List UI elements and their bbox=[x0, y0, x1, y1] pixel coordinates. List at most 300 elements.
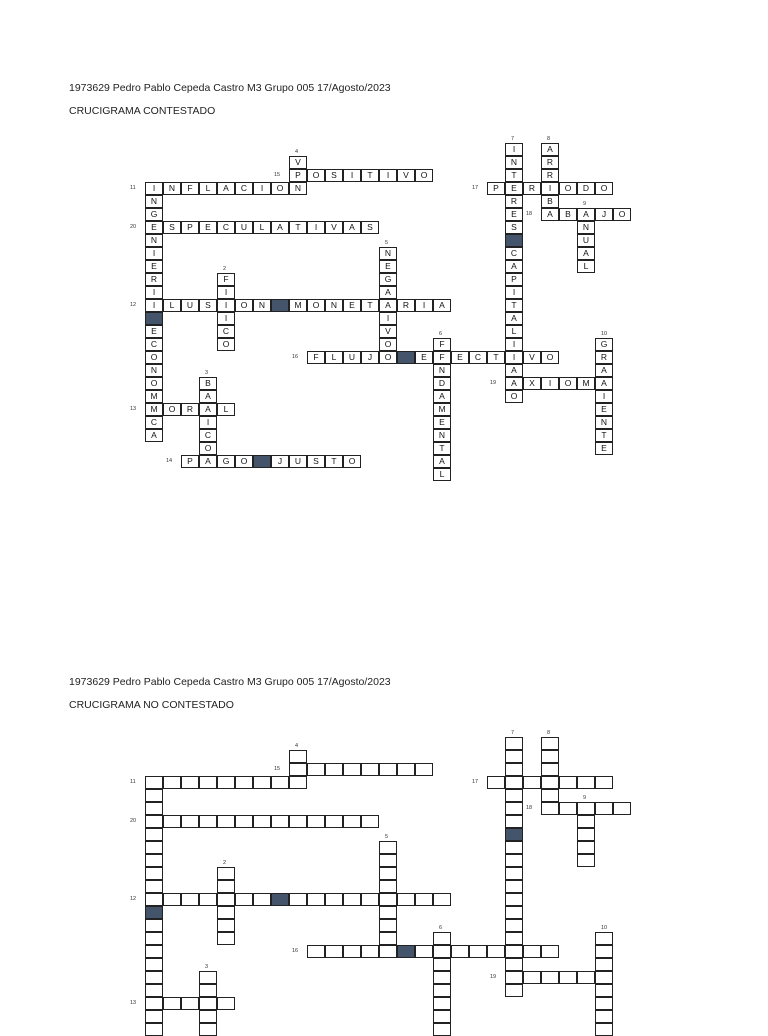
clue-number: 20 bbox=[130, 224, 137, 230]
crossword-cell: E bbox=[145, 221, 163, 234]
crossword-cell: A bbox=[379, 299, 397, 312]
crossword-cell: I bbox=[595, 390, 613, 403]
crossword-cell bbox=[217, 932, 235, 945]
crossword-cell: L bbox=[433, 468, 451, 481]
crossword-cell bbox=[145, 841, 163, 854]
crossword-cell: G bbox=[145, 208, 163, 221]
crossword-cell bbox=[145, 880, 163, 893]
crossword-cell bbox=[577, 815, 595, 828]
crossword-cell bbox=[343, 945, 361, 958]
crossword-cell: F bbox=[307, 351, 325, 364]
crossword-cell: N bbox=[163, 182, 181, 195]
crossword-cell: I bbox=[505, 286, 523, 299]
crossword-cell: I bbox=[145, 299, 163, 312]
crossword-cell bbox=[379, 880, 397, 893]
crossword-cell: U bbox=[289, 455, 307, 468]
crossword-cell: A bbox=[145, 429, 163, 442]
crossword-cell bbox=[217, 997, 235, 1010]
crossword-cell: T bbox=[505, 299, 523, 312]
crossword-cell: L bbox=[577, 260, 595, 273]
crossword-cell bbox=[217, 906, 235, 919]
crossword-cell bbox=[397, 893, 415, 906]
crossword-cell: O bbox=[199, 442, 217, 455]
crossword-cell bbox=[145, 1023, 163, 1036]
crossword-cell bbox=[235, 815, 253, 828]
clue-number: 9 bbox=[583, 201, 587, 207]
crossword-cell: E bbox=[505, 208, 523, 221]
crossword-cell bbox=[199, 893, 217, 906]
crossword-cell: M bbox=[145, 403, 163, 416]
crossword-cell: L bbox=[163, 299, 181, 312]
crossword-cell bbox=[505, 958, 523, 971]
crossword-cell: S bbox=[361, 221, 379, 234]
crossword-cell: O bbox=[217, 338, 235, 351]
crossword-cell: A bbox=[199, 390, 217, 403]
crossword-cell bbox=[505, 971, 523, 984]
crossword-cell: F bbox=[181, 182, 199, 195]
crossword-cell bbox=[307, 815, 325, 828]
crossword-cell bbox=[379, 893, 397, 906]
crossword-cell bbox=[577, 828, 595, 841]
crossword-cell: U bbox=[181, 299, 199, 312]
crossword-cell bbox=[505, 945, 523, 958]
crossword-cell: E bbox=[433, 416, 451, 429]
crossword-cell: L bbox=[325, 351, 343, 364]
crossword-cell: S bbox=[505, 221, 523, 234]
crossword-cell bbox=[145, 802, 163, 815]
crossword-cell bbox=[307, 893, 325, 906]
crossword-cell bbox=[595, 1023, 613, 1036]
crossword-cell: T bbox=[289, 221, 307, 234]
crossword-cell bbox=[433, 971, 451, 984]
section-2-subtitle: CRUCIGRAMA NO CONTESTADO bbox=[69, 699, 234, 711]
crossword-cell bbox=[595, 945, 613, 958]
crossword-cell bbox=[289, 815, 307, 828]
crossword-cell bbox=[217, 867, 235, 880]
crossword-cell bbox=[595, 802, 613, 815]
crossword-cell: E bbox=[415, 351, 433, 364]
crossword-cell bbox=[505, 906, 523, 919]
crossword-cell: S bbox=[307, 455, 325, 468]
crossword-cell: E bbox=[595, 403, 613, 416]
crossword-cell bbox=[559, 802, 577, 815]
crossword-cell bbox=[433, 1023, 451, 1036]
clue-number: 2 bbox=[223, 266, 227, 272]
crossword-cell: E bbox=[199, 221, 217, 234]
crossword-cell: B bbox=[559, 208, 577, 221]
crossword-cell: A bbox=[577, 247, 595, 260]
clue-number: 10 bbox=[601, 925, 608, 931]
crossword-cell: R bbox=[523, 182, 541, 195]
crossword-cell bbox=[145, 893, 163, 906]
clue-number: 3 bbox=[205, 964, 209, 970]
crossword-cell: N bbox=[253, 299, 271, 312]
crossword-cell bbox=[559, 776, 577, 789]
section-2-header: 1973629 Pedro Pablo Cepeda Castro M3 Grupo 005 17/Agosto/2023 bbox=[69, 676, 391, 688]
crossword-cell: P bbox=[289, 169, 307, 182]
crossword-cell bbox=[181, 815, 199, 828]
crossword-cell bbox=[271, 815, 289, 828]
crossword-cell: J bbox=[271, 455, 289, 468]
crossword-cell bbox=[199, 1023, 217, 1036]
crossword-cell bbox=[523, 776, 541, 789]
crossword-cell bbox=[577, 971, 595, 984]
crossword-cell: A bbox=[271, 221, 289, 234]
crossword-cell: C bbox=[145, 338, 163, 351]
crossword-cell: C bbox=[505, 247, 523, 260]
crossword-cell bbox=[289, 893, 307, 906]
crossword-cell bbox=[433, 932, 451, 945]
clue-number: 19 bbox=[490, 380, 497, 386]
crossword-cell bbox=[577, 776, 595, 789]
crossword-cell: V bbox=[325, 221, 343, 234]
crossword-cell bbox=[199, 776, 217, 789]
crossword-cell: A bbox=[595, 377, 613, 390]
crossword-cell bbox=[379, 945, 397, 958]
crossword-cell bbox=[541, 789, 559, 802]
crossword-cell bbox=[253, 893, 271, 906]
section-1-header: 1973629 Pedro Pablo Cepeda Castro M3 Grupo 005 17/Agosto/2023 bbox=[69, 82, 391, 94]
crossword-cell bbox=[415, 945, 433, 958]
crossword-cell: O bbox=[379, 338, 397, 351]
crossword-cell bbox=[361, 945, 379, 958]
crossword-cell: L bbox=[505, 325, 523, 338]
crossword-cell bbox=[433, 958, 451, 971]
crossword-cell bbox=[271, 776, 289, 789]
crossword-cell bbox=[145, 971, 163, 984]
crossword-cell bbox=[253, 815, 271, 828]
crossword-cell: N bbox=[145, 364, 163, 377]
crossword-cell: N bbox=[145, 195, 163, 208]
crossword-cell bbox=[505, 867, 523, 880]
crossword-cell: O bbox=[415, 169, 433, 182]
crossword-cell: O bbox=[235, 455, 253, 468]
crossword-cell: E bbox=[343, 299, 361, 312]
crossword-cell: S bbox=[199, 299, 217, 312]
crossword-cell bbox=[433, 1010, 451, 1023]
crossword-cell: P bbox=[487, 182, 505, 195]
clue-number: 3 bbox=[205, 370, 209, 376]
crossword-cell: I bbox=[145, 286, 163, 299]
crossword-cell bbox=[163, 776, 181, 789]
crossword-cell: O bbox=[559, 377, 577, 390]
crossword-cell bbox=[199, 1010, 217, 1023]
clue-number: 14 bbox=[166, 458, 173, 464]
crossword-cell: R bbox=[397, 299, 415, 312]
crossword-cell: T bbox=[505, 169, 523, 182]
crossword-cell: A bbox=[379, 286, 397, 299]
crossword-cell: C bbox=[217, 221, 235, 234]
crossword-cell bbox=[307, 945, 325, 958]
crossword-cell bbox=[361, 763, 379, 776]
crossword-cell: B bbox=[199, 377, 217, 390]
crossword-cell: T bbox=[595, 429, 613, 442]
crossword-cell bbox=[415, 763, 433, 776]
crossword-cell: P bbox=[181, 455, 199, 468]
crossword-cell bbox=[523, 971, 541, 984]
crossword-cell: A bbox=[343, 221, 361, 234]
crossword-cell bbox=[199, 984, 217, 997]
crossword-cell bbox=[505, 854, 523, 867]
crossword-cell bbox=[235, 776, 253, 789]
crossword-cell: O bbox=[343, 455, 361, 468]
crossword-cell: O bbox=[505, 390, 523, 403]
crossword-cell: I bbox=[379, 169, 397, 182]
crossword-cell: A bbox=[505, 377, 523, 390]
crossword-cell bbox=[199, 971, 217, 984]
crossword-cell bbox=[145, 997, 163, 1010]
crossword-cell bbox=[163, 893, 181, 906]
clue-number: 18 bbox=[526, 805, 533, 811]
crossword-cell bbox=[145, 867, 163, 880]
crossword-cell bbox=[541, 971, 559, 984]
crossword-cell: T bbox=[361, 169, 379, 182]
clue-number: 13 bbox=[130, 1000, 137, 1006]
crossword-cell: I bbox=[217, 286, 235, 299]
crossword-cell bbox=[199, 997, 217, 1010]
crossword-cell: P bbox=[505, 273, 523, 286]
crossword-cell: V bbox=[397, 169, 415, 182]
crossword-cell bbox=[145, 958, 163, 971]
crossword-cell: I bbox=[145, 182, 163, 195]
crossword-cell: N bbox=[433, 364, 451, 377]
crossword-cell: R bbox=[505, 195, 523, 208]
crossword-cell bbox=[505, 880, 523, 893]
crossword-cell bbox=[325, 815, 343, 828]
crossword-cell bbox=[505, 789, 523, 802]
clue-number: 4 bbox=[295, 149, 299, 155]
crossword-cell bbox=[379, 867, 397, 880]
clue-number: 15 bbox=[274, 766, 281, 772]
crossword-cell bbox=[145, 919, 163, 932]
clue-number: 15 bbox=[274, 172, 281, 178]
crossword-cell: C bbox=[145, 416, 163, 429]
crossword-cell: M bbox=[577, 377, 595, 390]
crossword-cell bbox=[397, 763, 415, 776]
crossword-cell: E bbox=[145, 260, 163, 273]
section-1-subtitle: CRUCIGRAMA CONTESTADO bbox=[69, 105, 216, 117]
crossword-cell: M bbox=[145, 390, 163, 403]
crossword-cell bbox=[541, 945, 559, 958]
crossword-cell bbox=[595, 776, 613, 789]
crossword-cell: O bbox=[541, 351, 559, 364]
clue-number: 12 bbox=[130, 302, 137, 308]
clue-number: 16 bbox=[292, 354, 299, 360]
crossword-cell bbox=[433, 893, 451, 906]
crossword-cell: E bbox=[145, 325, 163, 338]
crossword-cell: I bbox=[217, 299, 235, 312]
crossword-cell: P bbox=[181, 221, 199, 234]
crossword-cell: F bbox=[433, 351, 451, 364]
crossword-cell: O bbox=[559, 182, 577, 195]
clue-number: 6 bbox=[439, 331, 443, 337]
crossword-cell bbox=[145, 854, 163, 867]
crossword-cell: R bbox=[541, 156, 559, 169]
crossword-cell bbox=[379, 854, 397, 867]
crossword-cell: I bbox=[307, 221, 325, 234]
crossword-cell bbox=[379, 763, 397, 776]
crossword-cell: U bbox=[235, 221, 253, 234]
clue-number: 17 bbox=[472, 185, 479, 191]
crossword-cell: A bbox=[433, 299, 451, 312]
clue-number: 4 bbox=[295, 743, 299, 749]
clue-number: 16 bbox=[292, 948, 299, 954]
crossword-cell bbox=[145, 932, 163, 945]
crossword-cell: I bbox=[217, 312, 235, 325]
crossword-cell: L bbox=[217, 403, 235, 416]
crossword-cell: R bbox=[595, 351, 613, 364]
crossword-cell bbox=[433, 984, 451, 997]
crossword-cell: I bbox=[541, 377, 559, 390]
crossword-cell: J bbox=[361, 351, 379, 364]
crossword-cell bbox=[595, 984, 613, 997]
crossword-cell bbox=[325, 945, 343, 958]
crossword-cell: S bbox=[163, 221, 181, 234]
crossword-cell: J bbox=[595, 208, 613, 221]
clue-number: 12 bbox=[130, 896, 137, 902]
crossword-cell bbox=[379, 932, 397, 945]
crossword-cell bbox=[541, 737, 559, 750]
crossword-cell bbox=[595, 997, 613, 1010]
crossword-cell bbox=[181, 776, 199, 789]
crossword-cell: O bbox=[271, 182, 289, 195]
crossword-cell bbox=[595, 958, 613, 971]
crossword-cell: O bbox=[379, 351, 397, 364]
crossword-cell bbox=[217, 776, 235, 789]
clue-number: 2 bbox=[223, 860, 227, 866]
crossword-cell bbox=[541, 763, 559, 776]
crossword-cell: U bbox=[577, 234, 595, 247]
crossword-cell: I bbox=[505, 143, 523, 156]
clue-number: 9 bbox=[583, 795, 587, 801]
crossword-cell: A bbox=[541, 143, 559, 156]
crossword-cell: N bbox=[577, 221, 595, 234]
clue-number: 8 bbox=[547, 136, 551, 142]
crossword-cell bbox=[307, 763, 325, 776]
crossword-cell: A bbox=[541, 208, 559, 221]
crossword-cell: I bbox=[199, 416, 217, 429]
crossword-cell: R bbox=[541, 169, 559, 182]
crossword-cell: O bbox=[307, 299, 325, 312]
crossword-cell: N bbox=[325, 299, 343, 312]
crossword-cell bbox=[505, 919, 523, 932]
crossword-cell bbox=[451, 945, 469, 958]
crossword-cell: A bbox=[595, 364, 613, 377]
crossword-cell: C bbox=[199, 429, 217, 442]
crossword-cell: D bbox=[577, 182, 595, 195]
crossword-cell: A bbox=[217, 182, 235, 195]
crossword-cell: D bbox=[433, 377, 451, 390]
crossword-cell bbox=[145, 945, 163, 958]
crossword-cell: A bbox=[199, 455, 217, 468]
crossword-cell bbox=[505, 984, 523, 997]
crossword-black-cell bbox=[145, 906, 163, 919]
crossword-cell: I bbox=[505, 338, 523, 351]
crossword-cell bbox=[505, 841, 523, 854]
clue-number: 18 bbox=[526, 211, 533, 217]
crossword-cell: A bbox=[577, 208, 595, 221]
clue-number: 11 bbox=[130, 779, 136, 785]
crossword-cell: N bbox=[145, 234, 163, 247]
crossword-cell bbox=[415, 893, 433, 906]
crossword-cell: O bbox=[595, 182, 613, 195]
crossword-cell: R bbox=[145, 273, 163, 286]
crossword-cell: G bbox=[379, 273, 397, 286]
crossword-cell: I bbox=[379, 312, 397, 325]
clue-number: 7 bbox=[511, 730, 515, 736]
crossword-cell: I bbox=[505, 351, 523, 364]
clue-number: 7 bbox=[511, 136, 515, 142]
crossword-black-cell bbox=[505, 828, 523, 841]
crossword-cell bbox=[469, 945, 487, 958]
crossword-cell bbox=[217, 880, 235, 893]
crossword-cell bbox=[541, 776, 559, 789]
crossword-cell: C bbox=[217, 325, 235, 338]
crossword-cell: X bbox=[523, 377, 541, 390]
crossword-cell bbox=[145, 984, 163, 997]
crossword-cell bbox=[379, 919, 397, 932]
crossword-cell: N bbox=[289, 182, 307, 195]
crossword-cell: O bbox=[235, 299, 253, 312]
clue-number: 13 bbox=[130, 406, 137, 412]
crossword-cell: L bbox=[199, 182, 217, 195]
crossword-cell bbox=[505, 802, 523, 815]
crossword-cell: A bbox=[505, 260, 523, 273]
crossword-cell: T bbox=[325, 455, 343, 468]
clue-number: 19 bbox=[490, 974, 497, 980]
crossword-cell bbox=[325, 893, 343, 906]
crossword-cell: G bbox=[217, 455, 235, 468]
crossword-cell bbox=[505, 932, 523, 945]
crossword-cell bbox=[379, 906, 397, 919]
crossword-cell: I bbox=[253, 182, 271, 195]
crossword-cell bbox=[199, 815, 217, 828]
crossword-cell: A bbox=[505, 364, 523, 377]
crossword-cell: A bbox=[433, 455, 451, 468]
crossword-cell bbox=[343, 815, 361, 828]
crossword-cell bbox=[505, 763, 523, 776]
crossword-cell: B bbox=[541, 195, 559, 208]
crossword-cell: O bbox=[145, 377, 163, 390]
crossword-cell: O bbox=[307, 169, 325, 182]
crossword-cell bbox=[289, 776, 307, 789]
crossword-cell bbox=[235, 893, 253, 906]
crossword-cell bbox=[523, 945, 541, 958]
crossword-cell: C bbox=[469, 351, 487, 364]
crossword-cell: N bbox=[433, 429, 451, 442]
crossword-black-cell bbox=[271, 893, 289, 906]
crossword-cell: E bbox=[595, 442, 613, 455]
crossword-cell: S bbox=[325, 169, 343, 182]
crossword-cell bbox=[379, 841, 397, 854]
crossword-cell bbox=[505, 750, 523, 763]
crossword-cell: N bbox=[379, 247, 397, 260]
crossword-cell bbox=[145, 776, 163, 789]
crossword-cell bbox=[145, 789, 163, 802]
crossword-cell: V bbox=[289, 156, 307, 169]
crossword-cell: I bbox=[541, 182, 559, 195]
crossword-cell: N bbox=[505, 156, 523, 169]
crossword-cell bbox=[145, 815, 163, 828]
crossword-cell bbox=[613, 802, 631, 815]
crossword-cell bbox=[163, 997, 181, 1010]
crossword-cell bbox=[217, 919, 235, 932]
crossword-cell: M bbox=[289, 299, 307, 312]
crossword-cell: R bbox=[181, 403, 199, 416]
crossword-cell: A bbox=[199, 403, 217, 416]
crossword-cell bbox=[559, 971, 577, 984]
crossword-cell: A bbox=[505, 312, 523, 325]
